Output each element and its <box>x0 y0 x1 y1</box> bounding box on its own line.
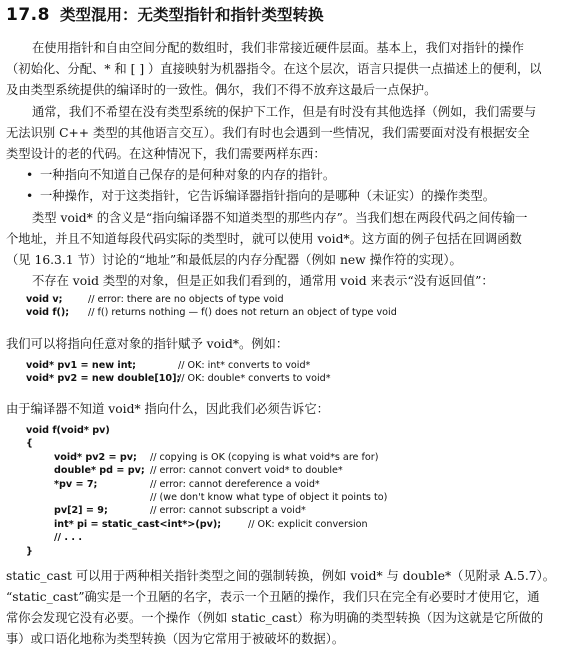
code-line <box>26 424 582 437</box>
code-text: pv[2] = 9; <box>54 505 108 517</box>
text-line: 个地址，并且不知道每段代码实际的类型时，就可以使用 void*。这方面的例子包括在回调函数 <box>6 231 522 246</box>
code-comment: // error: cannot dereference a void* <box>150 478 320 490</box>
text-line: 及由类型系统提供的编译时的一致性。偶尔，我们不得不放弃这最后一点保护。 <box>6 82 437 97</box>
code-line <box>26 464 582 477</box>
code-line <box>26 518 582 531</box>
code-text: void* pv1 = new int; <box>26 360 136 371</box>
code-comment: // OK: int* converts to void* <box>178 360 311 371</box>
code-comment: // OK: double* converts to void* <box>178 373 331 385</box>
text-line: 事）或口语化地称为类型转换（因为它常用于被破坏的数据）。 <box>6 631 345 646</box>
paragraph-4 <box>6 334 582 355</box>
text-line: （初始化、分配、* 和 [ ] ）直接映射为机器指令。在这个层次，语言只提供一点描述上的便利，以 <box>6 61 542 76</box>
code-line <box>26 293 582 306</box>
code-text: void v; <box>26 294 63 305</box>
paragraph-1 <box>6 38 582 101</box>
code-line <box>26 531 582 544</box>
code-line <box>26 359 582 372</box>
code-line <box>26 504 582 517</box>
code-line <box>26 306 582 319</box>
section-number: 17.8 <box>6 5 50 25</box>
text-line: 不存在 void 类型的对象，但是正如我们看到的，通常用 void 来表示“没有返回值”： <box>32 273 494 288</box>
code-line <box>26 451 582 464</box>
paragraph-5 <box>6 399 582 420</box>
code-comment: // f() returns nothing — f() does not return an object of type void <box>88 307 397 319</box>
text-line: 常你会发现它没有必要。一个操作（例如 static_cast）称为明确的类型转换（因为这就是它所做的 <box>6 610 544 625</box>
code-block-1 <box>26 293 582 320</box>
text-line: 在使用指针和自由空间分配的数组时，我们非常接近硬件层面。基本上，我们对指针的操作 <box>32 41 524 55</box>
bullet-item: • 一种指向不知道自己保存的是何种对象的内存的指针。 <box>6 165 582 186</box>
code-text: void f(); <box>26 307 70 319</box>
code-line <box>26 372 582 385</box>
text-line: （见 16.3.1 节）讨论的“地址”和最低层的内存分配器（例如 new 操作符的实现）。 <box>6 252 462 267</box>
code-text: } <box>26 545 33 557</box>
text-line: static_cast 可以用于两种相关指针类型之间的强制转换，例如 void* 与 double*（见附录 A.5.7）。 <box>6 569 556 583</box>
text-line: “static_cast”确实是一个丑陋的名字，表示一个丑陋的操作，我们只在完全有必要时才使用它，通 <box>6 589 540 604</box>
code-comment: // copying is OK (copying is what void*s are for) <box>150 451 379 463</box>
code-line <box>26 491 582 504</box>
code-text: void f(void* pv) <box>26 425 110 436</box>
paragraph-3 <box>6 208 582 292</box>
text-line: 通常，我们不希望在没有类型系统的保护下工作，但是有时没有其他选择（例如，我们需要与 <box>32 105 537 119</box>
code-text: double* pd = pv; <box>54 465 145 477</box>
section-heading <box>6 3 582 25</box>
section-title: 类型混用：无类型指针和指针类型转换 <box>59 6 324 24</box>
code-text: int* pi = static_cast<int*>(pv); <box>54 518 222 530</box>
text-line: 无法识别 C++ 类型的其他语言交互）。我们有时也会遇到一些情况，我们需要面对没有根据安全 <box>6 125 530 140</box>
code-line <box>26 478 582 491</box>
code-text: *pv = 7; <box>54 478 98 490</box>
bullet-item: • 一种操作，对于这类指针，它告诉编译器指针指向的是哪种（未证实）的操作类型。 <box>6 186 582 207</box>
code-text: { <box>26 438 33 450</box>
text-line: 由于编译器不知道 void* 指向什么，因此我们必须告诉它： <box>6 402 329 416</box>
code-text: // . . . <box>54 532 82 544</box>
text-line: 类型设计的老的代码。在这种情况下，我们需要两样东西： <box>6 146 326 161</box>
text-line: 我们可以将指向任意对象的指针赋予 void*。例如： <box>6 337 289 351</box>
bullet-list <box>6 165 582 207</box>
paragraph-2 <box>6 102 582 165</box>
code-line <box>26 545 582 558</box>
text-line: 类型 void* 的含义是“指向编译器不知道类型的那些内存”。当我们想在两段代码之间传输一 <box>32 211 528 225</box>
code-block-3 <box>26 424 582 558</box>
paragraph-6 <box>6 566 582 650</box>
code-comment: // error: there are no objects of type void <box>88 294 284 305</box>
code-comment: // error: cannot convert void* to double* <box>150 465 343 477</box>
code-comment: // error: cannot subscript a void* <box>150 505 306 517</box>
code-comment: // OK: explicit conversion <box>248 518 368 530</box>
code-block-2 <box>26 359 582 386</box>
code-line <box>26 437 582 450</box>
code-comment: // (we don't know what type of object it points to) <box>150 491 388 503</box>
code-text: void* pv2 = pv; <box>54 451 137 463</box>
code-text: void* pv2 = new double[10]; <box>26 373 181 385</box>
